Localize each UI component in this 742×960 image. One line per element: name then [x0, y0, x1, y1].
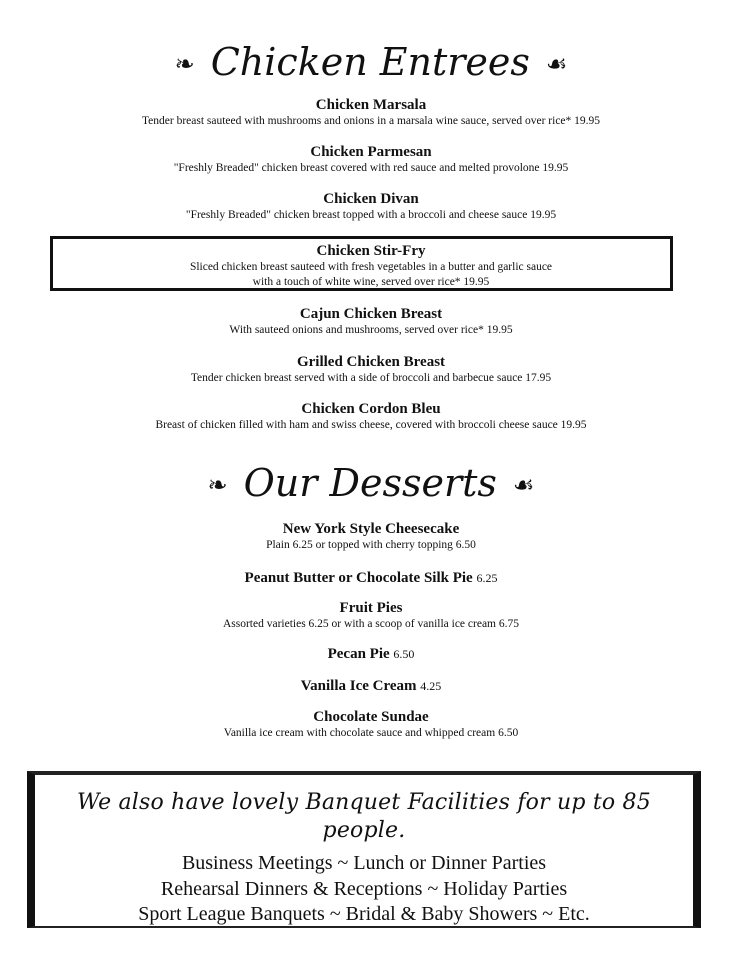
menu-item-chicken-stir-fry — [0, 242, 742, 290]
item-description: Assorted varieties 6.25 or with a scoop of vanilla ice cream 6.75 — [222, 618, 520, 630]
item-name: Cajun Chicken Breast — [299, 306, 443, 322]
item-name-row — [0, 569, 742, 587]
desserts-heading — [0, 461, 742, 509]
item-name: Chicken Marsala — [315, 97, 427, 113]
item-name-row — [0, 677, 742, 695]
item-description: Tender breast sauteed with mushrooms and onions in a marsala wine sauce, served over rice* 19.95 — [141, 115, 601, 127]
item-name: Grilled Chicken Breast — [296, 354, 446, 370]
menu-item-chocolate-sundae — [0, 708, 742, 741]
item-name: Chicken Divan — [323, 191, 419, 207]
banquet-line: Sport League Banquets ~ Bridal & Baby Showers ~ Etc. — [138, 903, 590, 925]
banquet-info-box — [27, 771, 701, 928]
entrees-title: Chicken Entrees — [210, 40, 530, 84]
item-description: Breast of chicken filled with ham and swiss cheese, covered with broccoli cheese sauce 19.95 — [155, 419, 587, 431]
item-name: New York Style Cheesecake — [282, 521, 460, 537]
menu-item-silk-pie — [0, 569, 742, 587]
entrees-heading — [0, 40, 742, 88]
menu-item-vanilla-ice-cream — [0, 677, 742, 695]
item-price: 6.50 — [393, 647, 415, 661]
item-name: Fruit Pies — [339, 600, 403, 616]
item-description: Plain 6.25 or topped with cherry topping 6.50 — [266, 539, 476, 551]
menu-item-chicken-marsala — [0, 96, 742, 129]
menu-item-grilled-chicken-breast — [0, 353, 742, 386]
menu-item-chicken-cordon-bleu — [0, 400, 742, 433]
item-name: Chicken Cordon Bleu — [301, 401, 441, 417]
menu-item-chicken-divan — [0, 190, 742, 223]
item-name: Peanut Butter or Chocolate Silk Pie — [244, 570, 473, 586]
item-description: Vanilla ice cream with chocolate sauce and whipped cream 6.50 — [223, 727, 519, 739]
banquet-line: Rehearsal Dinners & Receptions ~ Holiday Parties — [160, 877, 568, 900]
menu-item-cheesecake — [0, 520, 742, 553]
menu-item-chicken-parmesan — [0, 143, 742, 176]
item-name: Chicken Stir-Fry — [316, 243, 426, 259]
item-price: 6.25 — [476, 571, 498, 585]
item-description-line-2: with a touch of white wine, served over rice* 19.95 — [252, 276, 490, 288]
item-name: Chicken Parmesan — [310, 144, 432, 160]
item-price: 4.25 — [420, 679, 442, 693]
flourish-right-icon: ☙ — [512, 470, 535, 499]
flourish-right-icon: ☙ — [545, 49, 568, 78]
menu-item-pecan-pie — [0, 645, 742, 663]
banquet-lines — [35, 851, 693, 928]
item-name: Chocolate Sundae — [313, 709, 429, 725]
item-description: "Freshly Breaded" chicken breast covered with red sauce and melted provolone 19.95 — [173, 162, 569, 174]
item-description: Tender chicken breast served with a side of broccoli and barbecue sauce 17.95 — [190, 372, 552, 384]
item-description: With sauteed onions and mushrooms, served over rice* 19.95 — [229, 324, 513, 336]
menu-item-cajun-chicken-breast — [0, 305, 742, 338]
item-name: Pecan Pie — [327, 646, 390, 662]
item-description: Sliced chicken breast sauteed with fresh vegetables in a butter and garlic sauce — [189, 261, 553, 273]
flourish-left-icon: ❧ — [174, 49, 195, 78]
banquet-intro: We also have lovely Banquet Facilities for up to 85 people. — [77, 790, 651, 843]
menu-item-fruit-pies — [0, 599, 742, 632]
desserts-title: Our Desserts — [243, 461, 497, 505]
flourish-left-icon: ❧ — [207, 470, 228, 499]
item-name-row — [0, 645, 742, 663]
item-description: "Freshly Breaded" chicken breast topped with a broccoli and cheese sauce 19.95 — [185, 209, 557, 221]
item-name: Vanilla Ice Cream — [300, 678, 417, 694]
banquet-line: Business Meetings ~ Lunch or Dinner Parties — [181, 852, 547, 874]
